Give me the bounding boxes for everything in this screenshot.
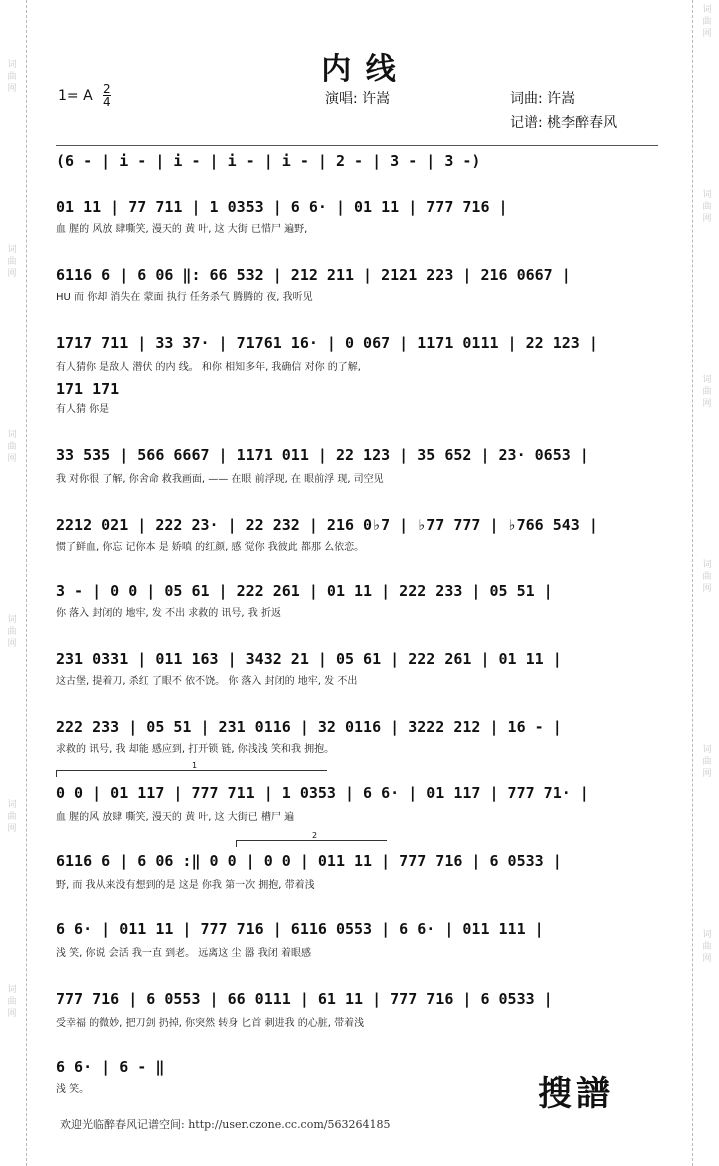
lyric-line: 血 腥的风 放肆 嘶笑, 漫天的 黄 叶, 这 大街已 槽尸 遍 xyxy=(56,812,295,823)
watermark-glyph: 曲 xyxy=(702,757,712,767)
watermark-glyph: 网 xyxy=(702,769,712,779)
watermark-glyph: 网 xyxy=(702,954,712,964)
watermark-glyph: 网 xyxy=(702,584,712,594)
lyric-line: 有人猜 你是 xyxy=(56,404,110,415)
melody-line: 6116 6 | 6 06 ‖: 66 532 | 212 211 | 2121 223 | 216 0667 | xyxy=(56,266,571,284)
melody-line: 01 11 | 77 711 | 1 0353 | 6 6· | 01 11 | 777 716 | xyxy=(56,198,508,216)
watermark-glyph: 词 xyxy=(702,745,712,755)
time-signature-top: 2 xyxy=(103,82,111,96)
lyric-line: 有人猜你 是敌人 潜伏 的内 线。 和你 相知多年, 我确信 对你 的了解, xyxy=(56,362,361,373)
key-signature: 1= A xyxy=(58,88,93,104)
watermark-glyph: 词 xyxy=(702,5,712,15)
brand-logo: 搜譜 xyxy=(538,1074,614,1114)
melody-line: 0 0 | 01 117 | 777 711 | 1 0353 | 6 6· | 01 117 | 777 71· | xyxy=(56,784,589,802)
watermark-glyph: 曲 xyxy=(7,257,17,267)
composer-credit: 词曲: 许嵩 xyxy=(510,91,576,107)
lyric-line: 你 落入 封闭的 地牢, 发 不出 求救的 讯号, 我 折返 xyxy=(56,608,281,619)
watermark-glyph: 网 xyxy=(7,454,17,464)
footer-link-text: 欢迎光临醉春风记谱空间: http://user.czone.cc.com/563264185 xyxy=(60,1118,391,1131)
watermark-glyph: 网 xyxy=(7,269,17,279)
melody-line: 2212 021 | 222 23· | 22 232 | 216 0♭7 | ♭77 777 | ♭766 543 | xyxy=(56,516,598,534)
watermark-glyph: 词 xyxy=(702,375,712,385)
lyric-line: 求救的 讯号, 我 却能 感应到, 打开锁 链, 你浅浅 笑和我 拥抱。 xyxy=(56,744,335,755)
left-watermark-column xyxy=(2,0,22,1166)
melody-line: 231 0331 | 011 163 | 3432 21 | 05 61 | 222 261 | 01 11 | xyxy=(56,650,562,668)
intro-rule xyxy=(56,145,658,146)
melody-line: 6 6· | 011 11 | 777 716 | 6116 0553 | 6 6· | 011 111 | xyxy=(56,920,544,938)
lyric-line: 浅 笑, 你说 会活 我一直 到老。 远离这 尘 嚣 我闭 着眼感 xyxy=(56,948,311,959)
right-watermark-column xyxy=(697,0,717,1166)
time-signature xyxy=(103,83,111,108)
watermark-glyph: 网 xyxy=(702,29,712,39)
lyric-line: 野, 而 我从来没有想到的是 这是 你我 第一次 拥抱, 带着浅 xyxy=(56,880,315,891)
melody-line: 1717 711 | 33 37· | 71761 16· | 0 067 | 1171 0111 | 22 123 | xyxy=(56,334,598,352)
lyric-line: 这古堡, 提着刀, 杀红 了眼不 依不饶。 你 落入 封闭的 地牢, 发 不出 xyxy=(56,676,358,687)
watermark-glyph: 曲 xyxy=(7,442,17,452)
watermark-glyph: 词 xyxy=(7,985,17,995)
singer-credit: 演唱: 许嵩 xyxy=(325,91,391,107)
melody-line: (6 - | i - | i - | i - | i - | 2 - | 3 - | 3 -) xyxy=(56,152,481,170)
second-ending-bracket xyxy=(236,831,387,847)
watermark-glyph: 网 xyxy=(7,639,17,649)
watermark-glyph: 词 xyxy=(702,560,712,570)
right-dashed-border xyxy=(692,0,694,1166)
watermark-glyph: 网 xyxy=(702,399,712,409)
time-signature-bottom: 4 xyxy=(103,95,111,109)
watermark-glyph: 曲 xyxy=(7,72,17,82)
watermark-glyph: 网 xyxy=(7,84,17,94)
melody-line: 6116 6 | 6 06 :‖ 0 0 | 0 0 | 011 11 | 777 716 | 6 0533 | xyxy=(56,852,562,870)
watermark-glyph: 网 xyxy=(7,824,17,834)
song-title: 内 线 xyxy=(321,52,398,87)
second-ending-number: 2 xyxy=(312,831,318,840)
melody-line: 777 716 | 6 0553 | 66 0111 | 61 11 | 777 716 | 6 0533 | xyxy=(56,990,553,1008)
watermark-glyph: 词 xyxy=(7,245,17,255)
watermark-glyph: 曲 xyxy=(702,387,712,397)
watermark-glyph: 词 xyxy=(7,430,17,440)
melody-line: 6 6· | 6 - ‖ xyxy=(56,1058,165,1076)
lyric-line: 我 对你很 了解, 你舍命 救我画面, —— 在眼 前浮现, 在 眼前浮 现, 司空见 xyxy=(56,474,384,485)
watermark-glyph: 词 xyxy=(702,930,712,940)
watermark-glyph: 曲 xyxy=(7,812,17,822)
watermark-glyph: 曲 xyxy=(702,202,712,212)
watermark-glyph: 网 xyxy=(7,1009,17,1019)
lyric-line: HU 而 你却 消失在 蒙面 执行 任务杀气 腾腾的 夜, 我听见 xyxy=(56,292,313,303)
watermark-glyph: 词 xyxy=(7,615,17,625)
watermark-glyph: 词 xyxy=(702,190,712,200)
notation-credit: 记谱: 桃李醉春风 xyxy=(510,115,618,131)
first-ending-bracket xyxy=(56,761,327,777)
lyric-line: 受幸福 的微妙, 把刀剑 扔掉, 你突然 转身 匕首 刺进我 的心脏, 带着浅 xyxy=(56,1018,365,1029)
first-ending-number: 1 xyxy=(192,761,198,770)
melody-line: 3 - | 0 0 | 05 61 | 222 261 | 01 11 | 222 233 | 05 51 | xyxy=(56,582,553,600)
watermark-glyph: 曲 xyxy=(702,17,712,27)
lyric-line: 惯了鲜血, 你忘 记你本 是 娇嗔 的红颜, 感 觉你 我彼此 都那 么依恋。 xyxy=(56,542,365,553)
watermark-glyph: 曲 xyxy=(7,997,17,1007)
watermark-glyph: 词 xyxy=(7,60,17,70)
watermark-glyph: 曲 xyxy=(702,572,712,582)
lyric-line xyxy=(56,172,658,188)
melody-line: 222 233 | 05 51 | 231 0116 | 32 0116 | 3222 212 | 16 - | xyxy=(56,718,562,736)
watermark-glyph: 曲 xyxy=(702,942,712,952)
melody-line: 171 171 xyxy=(56,380,120,398)
melody-line: 33 535 | 566 6667 | 1171 011 | 22 123 | 35 652 | 23· 0653 | xyxy=(56,446,589,464)
watermark-glyph: 曲 xyxy=(7,627,17,637)
left-dashed-border xyxy=(26,0,28,1166)
watermark-glyph: 网 xyxy=(702,214,712,224)
lyric-line: 血 腥的 风放 肆嘶笑, 漫天的 黄 叶, 这 大街 已惜尸 遍野, xyxy=(56,224,308,235)
lyric-line: 浅 笑。 xyxy=(56,1084,90,1095)
watermark-glyph: 词 xyxy=(7,800,17,810)
